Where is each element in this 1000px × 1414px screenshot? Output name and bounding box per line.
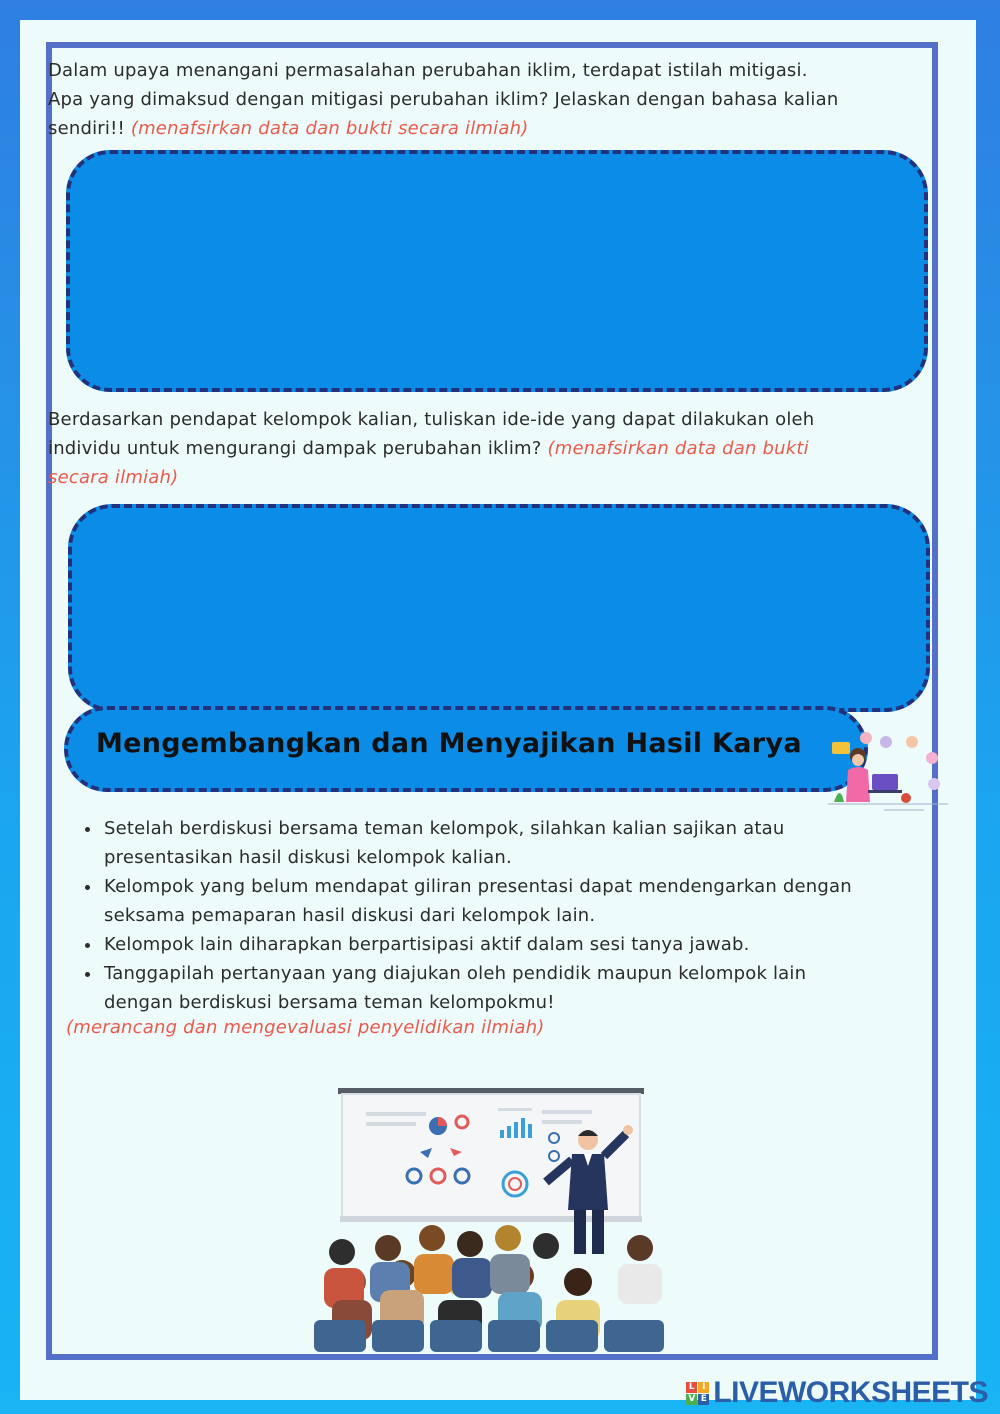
bubble-icon [928, 778, 940, 790]
question-1-line-3 [48, 114, 838, 143]
section-title: Mengembangkan dan Menyajikan Hasil Karya [96, 728, 802, 759]
bubble-icon [906, 736, 918, 748]
presentation-audience-illustration [310, 1086, 672, 1352]
liveworksheets-brand [686, 1376, 988, 1410]
speech-bubble-icon [832, 742, 850, 754]
question-1-hint: (menafsirkan data dan bukti secara ilmiah) [130, 118, 529, 139]
list-item [102, 930, 962, 959]
list-item [102, 872, 962, 930]
bubble-icon [880, 736, 892, 748]
question-1-line-2: Apa yang dimaksud dengan mitigasi perubahan iklim? Jelaskan dengan bahasa kalian [48, 89, 839, 110]
instruction-list [78, 814, 962, 1017]
question-1-line-3-text: sendiri!! [48, 118, 125, 139]
answer-box-2[interactable] [68, 504, 930, 712]
bullets-hint: (merancang dan mengevaluasi penyelidikan ilmiah) [66, 1017, 545, 1038]
bubble-icon [926, 752, 938, 764]
question-1-line-1: Dalam upaya menangani permasalahan perubahan iklim, terdapat istilah mitigasi. [48, 60, 808, 81]
list-item-line-2: seksama pemaparan hasil diskusi dari kelompok lain. [104, 905, 596, 926]
question-2 [48, 405, 814, 492]
list-item [102, 959, 962, 1017]
brand-name: LIVEWORKSHEETS [713, 1376, 988, 1409]
list-item [102, 814, 962, 872]
question-2-line-2 [48, 434, 814, 463]
brand-logo-icon: L I V E [686, 1382, 709, 1405]
question-2-hint-part-2: secara ilmiah) [48, 467, 179, 488]
list-item-line-2: dengan berdiskusi bersama teman kelompokmu! [104, 992, 555, 1013]
presenter-woman-icon [828, 728, 952, 814]
list-item-line-1: Kelompok yang belum mendapat giliran presentasi dapat mendengarkan dengan [104, 876, 852, 897]
list-item-line-2: presentasikan hasil diskusi kelompok kalian. [104, 847, 512, 868]
list-item-line-1: Setelah berdiskusi bersama teman kelompok, silahkan kalian sajikan atau [104, 818, 785, 839]
bubble-icon [860, 732, 872, 744]
question-2-line-1: Berdasarkan pendapat kelompok kalian, tuliskan ide-ide yang dapat dilakukan oleh [48, 409, 815, 430]
list-item-line-1: Tanggapilah pertanyaan yang diajukan oleh pendidik maupun kelompok lain [104, 963, 807, 984]
question-1 [48, 56, 838, 143]
answer-box-1[interactable] [66, 150, 928, 392]
list-item-line-1: Kelompok lain diharapkan berpartisipasi aktif dalam sesi tanya jawab. [104, 934, 750, 955]
laptop-icon [872, 774, 898, 790]
question-2-hint-part-1: (menafsirkan data dan bukti [547, 438, 809, 459]
question-2-line-2-text: individu untuk mengurangi dampak perubahan iklim? [48, 438, 542, 459]
